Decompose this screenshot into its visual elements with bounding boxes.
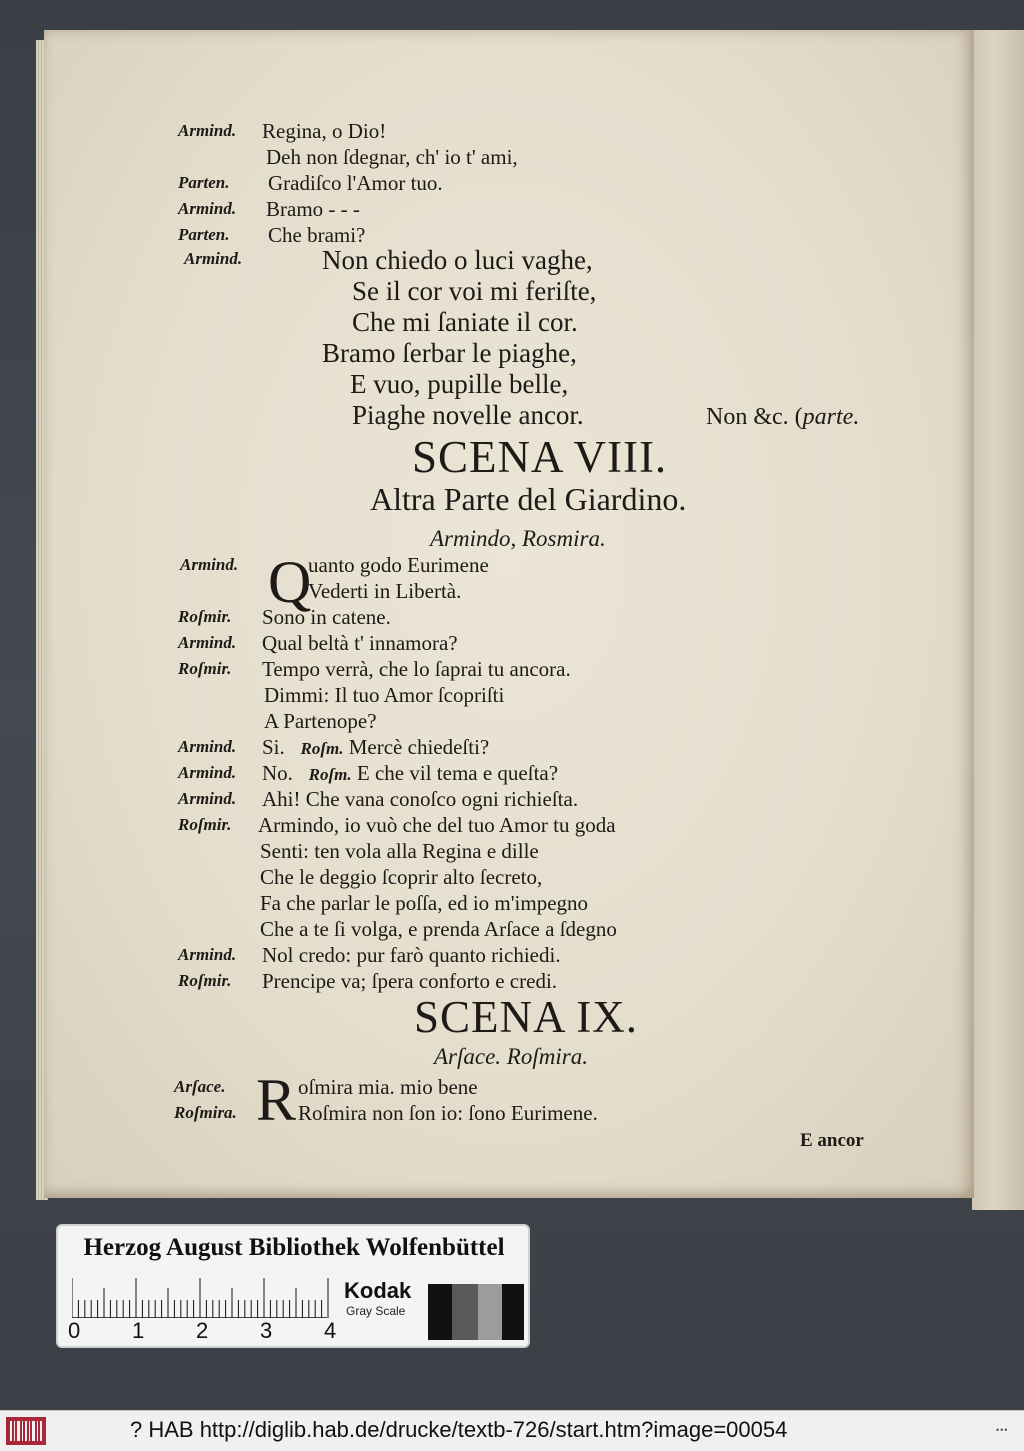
dialogue-line: uanto godo Eurimene [308, 553, 489, 577]
ruler-number: 4 [324, 1318, 337, 1343]
ruler-number: 0 [68, 1318, 81, 1343]
aria-line: Piaghe novelle ancor. [352, 400, 584, 430]
speaker-label: Parten. [178, 173, 230, 192]
speaker-label: Armind. [178, 763, 237, 782]
speaker-label: Roſmira. [174, 1103, 237, 1122]
speaker-label: Armind. [178, 633, 237, 652]
dialogue-line: Deh non ſdegnar, ch' io t' ami, [266, 145, 518, 169]
speaker-label: Armind. [178, 199, 237, 218]
scene-characters: Armindo, Rosmira. [430, 526, 606, 551]
scene-heading: SCENA IX. [414, 992, 639, 1042]
dialogue-line: A Partenope? [264, 709, 377, 733]
scene-characters: Arſace. Roſmira. [434, 1044, 588, 1069]
drop-capital: R [256, 1067, 297, 1133]
speaker-label: Armind. [178, 789, 237, 808]
speaker-label: Armind. [180, 555, 239, 574]
dialogue-line: Regina, o Dio! [262, 119, 387, 143]
dialogue-line: Che a te ſi volga, e prenda Arſace a ſdegno [260, 917, 617, 941]
speaker-label: Parten. [178, 225, 230, 244]
dialogue-line: Fa che parlar le poſſa, ed io m'impegno [260, 891, 589, 915]
dialogue-line: Vederti in Libertà. [308, 579, 462, 603]
dialogue-line: Roſmira non ſon io: ſono Eurimene. [298, 1101, 598, 1125]
speaker-label: Armind. [178, 945, 237, 964]
aria-line: E vuo, pupille belle, [350, 369, 569, 399]
dialogue-line: Armindo, io vuò che del tuo Amor tu goda [258, 813, 616, 837]
dialogue-line: Senti: ten vola alla Regina e dille [260, 839, 539, 863]
ruler-number: 2 [196, 1318, 209, 1343]
dialogue-line: Bramo - - - [266, 197, 360, 221]
dialogue-line: Qual beltà t' innamora? [262, 631, 458, 655]
aria-line: Se il cor voi mi feriſte, [352, 276, 597, 306]
dialogue-line: oſmira mia. mio bene [298, 1075, 478, 1099]
status-url-text: ? HAB http://diglib.hab.de/drucke/textb-726/start.htm?image=00054 [130, 1417, 788, 1442]
ruler-scale [72, 1278, 372, 1318]
dialogue-line: Nol credo: pur farò quanto richiedi. [262, 943, 561, 967]
status-bar [0, 1410, 1024, 1451]
dialogue-line: Gradiſco l'Amor tuo. [268, 171, 443, 195]
drop-capital: Q [268, 549, 312, 615]
dialogue-line: Prencipe va; ſpera conforto e credi. [262, 969, 558, 993]
dialogue-line: Tempo verrà, che lo ſaprai tu ancora. [262, 657, 571, 681]
speaker-label: Armind. [178, 737, 237, 756]
catchword: E ancor [800, 1130, 864, 1151]
dialogue-line: No. Roſm. E che vil tema e queſta? [262, 761, 559, 785]
speaker-label: Roſmir. [178, 815, 232, 834]
scene-heading: SCENA VIII. [412, 432, 668, 482]
dialogue-line: Ahi! Che vana conoſco ogni richieſta. [262, 787, 579, 811]
dialogue-line: Dimmi: Il tuo Amor ſcopriſti [264, 683, 505, 707]
aria-line: Che mi ſaniate il cor. [352, 307, 578, 337]
speaker-label: Armind. [178, 121, 237, 140]
dialogue-line: Si. Roſm. Mercè chiedeſti? [262, 735, 490, 759]
kodak-label: Kodak [344, 1278, 412, 1303]
aria-line: Non chiedo o luci vaghe, [322, 245, 593, 275]
gray-swatches [428, 1284, 524, 1340]
scene-place: Altra Parte del Giardino. [370, 481, 687, 517]
speaker-label: Arſace. [174, 1077, 226, 1096]
ruler-number: 3 [260, 1318, 273, 1343]
grayscale-label: Gray Scale [346, 1304, 406, 1318]
dialogue-line: Sono in catene. [262, 605, 391, 629]
stage-direction: Non &c. (parte. [706, 404, 860, 430]
speaker-label: Roſmir. [178, 607, 232, 626]
library-title: Herzog August Bibliothek Wolfenbüttel [83, 1234, 505, 1261]
speaker-label: Armind. [184, 249, 243, 268]
ruler-number: 1 [132, 1318, 145, 1343]
speaker-label: Roſmir. [178, 659, 232, 678]
facing-page-edge [972, 30, 1024, 1210]
book-page [44, 30, 974, 1198]
dialogue-line: Che le deggio ſcoprir alto ſecreto, [260, 865, 543, 889]
speaker-label: Roſmir. [178, 971, 232, 990]
library-scale-banner [58, 1226, 528, 1346]
dialogue-line: Che brami? [268, 223, 366, 247]
barcode-icon [6, 1417, 46, 1445]
more-dots-icon[interactable]: ••• [996, 1425, 1009, 1435]
aria-line: Bramo ſerbar le piaghe, [322, 338, 577, 368]
